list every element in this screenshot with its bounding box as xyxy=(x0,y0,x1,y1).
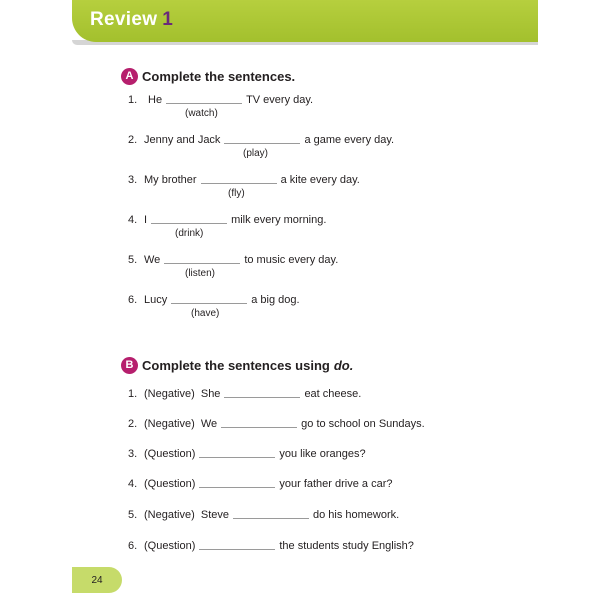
item-hint: (have) xyxy=(191,308,220,319)
item-text-before: He xyxy=(148,94,163,106)
item-number: 5. xyxy=(128,509,138,521)
exercise-b-item-1 xyxy=(128,386,361,400)
item-text-after: a game every day. xyxy=(304,134,395,146)
item-text-after: you like oranges? xyxy=(279,448,366,460)
answer-blank[interactable] xyxy=(171,303,247,304)
answer-blank[interactable] xyxy=(164,263,240,264)
item-number: 2. xyxy=(128,134,138,146)
item-text-after: go to school on Sundays. xyxy=(301,418,425,430)
item-text-before: (Negative) She xyxy=(144,388,221,400)
item-text-after: a big dog. xyxy=(251,294,300,306)
item-text-before: (Question) xyxy=(144,478,196,490)
item-text-after: your father drive a car? xyxy=(279,478,393,490)
item-text-after: to music every day. xyxy=(244,254,339,266)
item-text-after: the students study English? xyxy=(279,540,414,552)
item-text-before: Jenny and Jack xyxy=(144,134,221,146)
review-number: 1 xyxy=(162,9,174,30)
item-hint: (watch) xyxy=(185,108,218,119)
exercise-a-item-1 xyxy=(128,92,313,106)
answer-blank[interactable] xyxy=(199,549,275,550)
item-number: 6. xyxy=(128,540,138,552)
item-number: 4. xyxy=(128,478,138,490)
item-text-before: (Negative) We xyxy=(144,418,218,430)
exercise-b-item-3 xyxy=(128,446,366,460)
item-number: 1. xyxy=(128,388,138,400)
item-text-before: I xyxy=(144,214,148,226)
item-text-before: Lucy xyxy=(144,294,168,306)
item-hint: (listen) xyxy=(185,268,216,279)
item-hint: (fly) xyxy=(228,188,245,199)
answer-blank[interactable] xyxy=(224,143,300,144)
item-number: 5. xyxy=(128,254,138,266)
item-number: 4. xyxy=(128,214,138,226)
answer-blank[interactable] xyxy=(221,427,297,428)
answer-blank[interactable] xyxy=(199,457,275,458)
exercise-b-item-5 xyxy=(128,507,399,521)
item-number: 2. xyxy=(128,418,138,430)
section-a-title: Complete the sentences. xyxy=(142,68,296,84)
item-number: 3. xyxy=(128,174,138,186)
answer-blank[interactable] xyxy=(233,518,309,519)
item-number: 6. xyxy=(128,294,138,306)
item-text-after: a kite every day. xyxy=(280,174,360,186)
exercise-a-item-5 xyxy=(128,252,338,266)
item-hint: (drink) xyxy=(175,228,204,239)
answer-blank[interactable] xyxy=(166,103,242,104)
page-number-tab xyxy=(72,567,122,593)
answer-blank[interactable] xyxy=(224,397,300,398)
item-text-after: eat cheese. xyxy=(304,388,362,400)
section-b-heading xyxy=(121,356,353,374)
item-text-before: My brother xyxy=(144,174,197,186)
item-text-before: (Negative) Steve xyxy=(144,509,229,521)
item-number: 1. xyxy=(128,94,138,106)
item-text-before: (Question) xyxy=(144,448,196,460)
exercise-a-item-2 xyxy=(128,132,394,146)
item-hint: (play) xyxy=(243,148,269,159)
page-title xyxy=(90,9,173,31)
item-number: 3. xyxy=(128,448,138,460)
section-a-badge: A xyxy=(121,68,138,85)
item-text-before: (Question) xyxy=(144,540,196,552)
exercise-a-item-4 xyxy=(128,212,326,226)
exercise-a-item-6 xyxy=(128,292,300,306)
exercise-b-item-2 xyxy=(128,416,425,430)
exercise-a-item-3 xyxy=(128,172,360,186)
answer-blank[interactable] xyxy=(151,223,227,224)
section-b-title: Complete the sentences using xyxy=(142,357,330,373)
item-text-after: do his homework. xyxy=(312,509,400,521)
section-a-heading xyxy=(121,67,295,85)
page-number: 24 xyxy=(91,574,103,586)
exercise-b-item-6 xyxy=(128,538,414,552)
exercise-b-item-4 xyxy=(128,476,392,490)
answer-blank[interactable] xyxy=(201,183,277,184)
page-title-text: Review xyxy=(90,9,158,30)
section-b-title-emphasis: do. xyxy=(333,357,354,373)
answer-blank[interactable] xyxy=(199,487,275,488)
section-b-badge: B xyxy=(121,357,138,374)
item-text-after: TV every day. xyxy=(246,94,314,106)
item-text-before: We xyxy=(144,254,161,266)
item-text-after: milk every morning. xyxy=(231,214,327,226)
